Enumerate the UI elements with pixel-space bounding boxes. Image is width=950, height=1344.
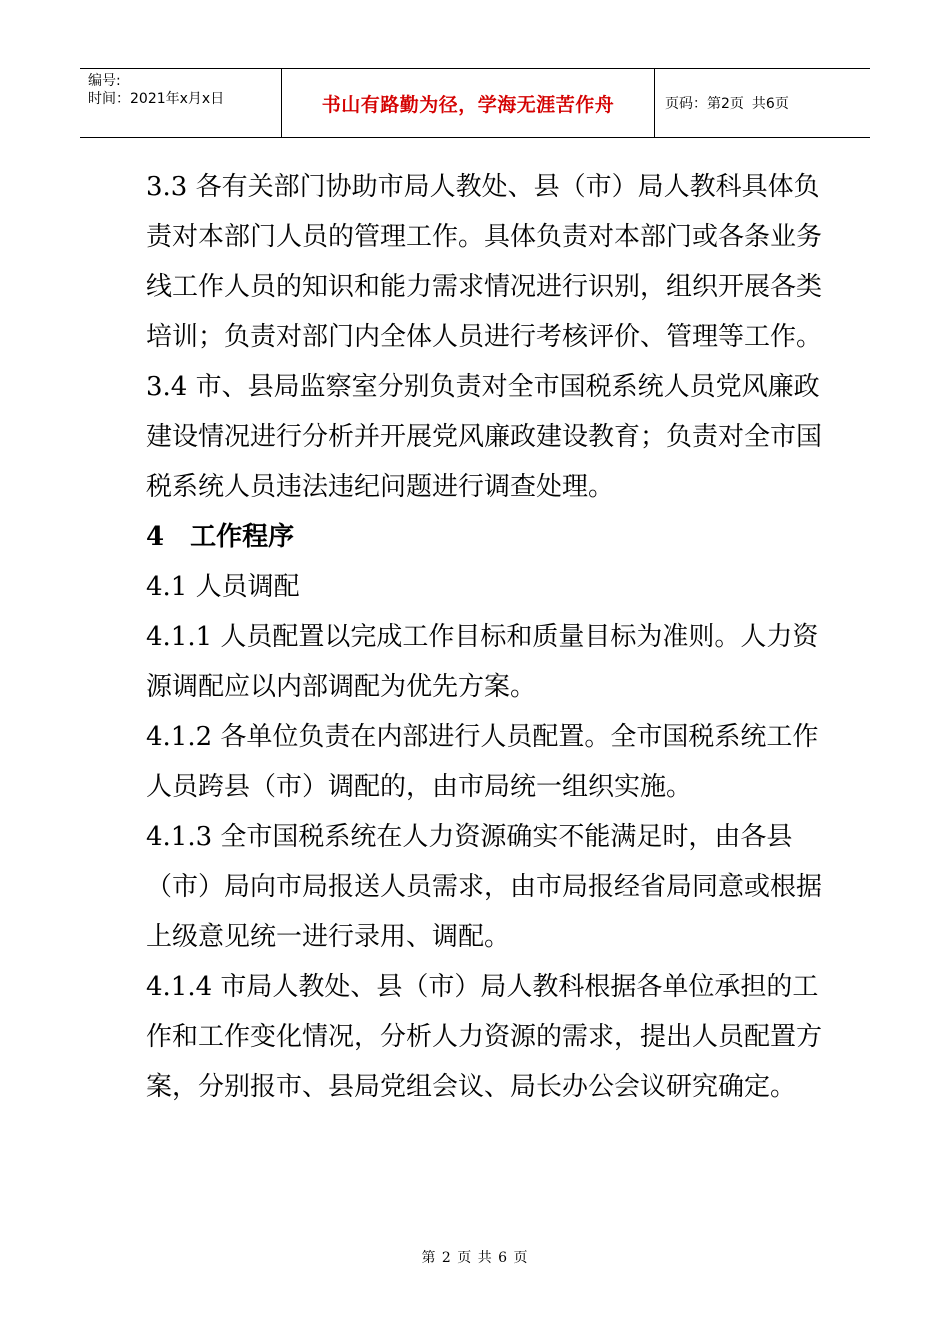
document-number-label: 编号: [88,73,121,89]
footer-page-number: 第 2 页 共 6 页 [421,1250,529,1266]
paragraph-4-1-4: 4.1.4 市局人教处、县（市）局人教科根据各单位承担的工作和工作变化情况，分析人力资源的需求，提出人员配置方案，分别报市、县局党组会议、局长办公会议研究确定。 [146,972,823,1102]
paragraph-4-1-1: 4.1.1 人员配置以完成工作目标和质量目标为准则。人力资源调配应以内部调配为优先方案。 [146,622,819,702]
header-page-code [655,69,870,137]
document-time-label: 时间：2021年x月x日 [88,91,225,107]
paragraph-4-1-2: 4.1.2 各单位负责在内部进行人员配置。全市国税系统工作人员跨县（市）调配的，由市局统一组织实施。 [146,722,819,802]
paragraph-4-1-3: 4.1.3 全市国税系统在人力资源确实不能满足时，由各县（市）局向市局报送人员需求，由市局报经省局同意或根据上级意见统一进行录用、调配。 [146,822,823,952]
document-body [146,162,826,1112]
page-code-text: 页码：第2页 [665,96,744,112]
paragraph-3-3: 3.3 各有关部门协助市局人教处、县（市）局人教科具体负责对本部门人员的管理工作。具体负责对本部门或各条业务线工作人员的知识和能力需求情况进行识别，组织开展各类培训；负责对部门内全体人员进行考核评价、管理等工作。 [146,172,823,352]
subsection-heading-4-1: 4.1 人员调配 [146,572,300,602]
motto-text: 书山有路勤为径，学海无涯苦作舟 [321,93,615,116]
page-footer [0,1247,950,1267]
paragraph-3-4: 3.4 市、县局监察室分别负责对全市国税系统人员党风廉政建设情况进行分析并开展党风廉政建设教育；负责对全市国税系统人员违法违纪问题进行调查处理。 [146,372,823,502]
header-meta [80,69,282,137]
page-header [80,68,870,138]
page-total-text: 共6页 [751,96,789,112]
header-motto [282,69,655,137]
section-heading-4: 4 工作程序 [146,522,295,552]
